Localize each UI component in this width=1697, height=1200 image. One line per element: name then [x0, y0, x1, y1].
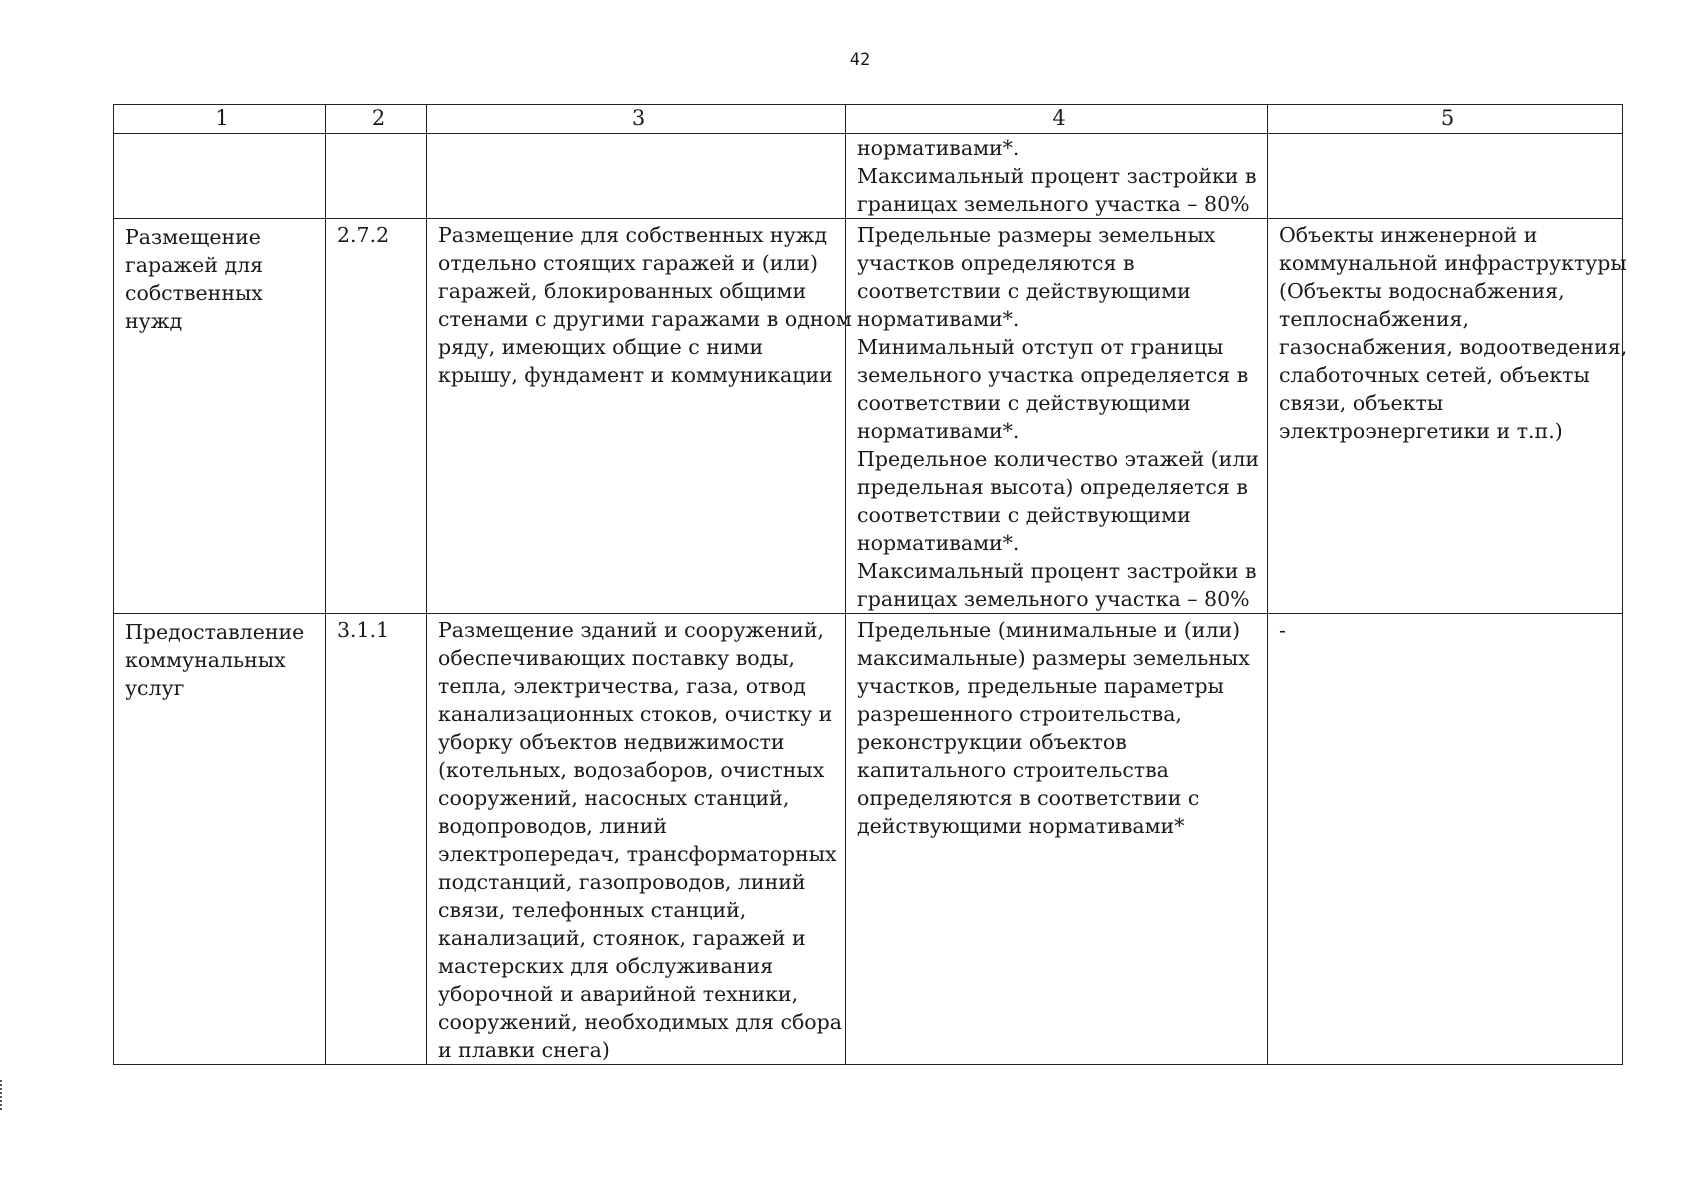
- use-description-cell: [427, 134, 846, 219]
- use-code-cell: [326, 134, 427, 219]
- related-objects-cell: [1268, 134, 1623, 219]
- use-name-line: собственных: [125, 281, 263, 305]
- column-header-1: 1: [114, 105, 326, 134]
- parameters-line: соответствии с действующими: [857, 503, 1191, 527]
- table-row: [114, 134, 1623, 219]
- description-line: крышу, фундамент и коммуникации: [438, 363, 833, 387]
- parameters-line: разрешенного строительства,: [857, 702, 1182, 726]
- scan-artifact-mark: [0, 1080, 5, 1110]
- parameters-line: Предельные (минимальные и (или): [857, 618, 1241, 642]
- related-objects-cell: [1268, 219, 1628, 614]
- description-line: тепла, электричества, газа, отвод: [438, 674, 806, 698]
- use-name-line: Размещение: [125, 225, 261, 249]
- regulations-table: [113, 104, 1628, 1065]
- column-header-3: 3: [427, 105, 846, 134]
- page-number: 42: [849, 50, 871, 70]
- parameters-line: Максимальный процент застройки в: [857, 559, 1257, 583]
- parameters-line: Максимальный процент застройки в: [857, 164, 1257, 188]
- objects-line: (Объекты водоснабжения,: [1279, 279, 1565, 303]
- parameters-line: Минимальный отступ от границы: [857, 335, 1224, 359]
- description-line: гаражей, блокированных общими: [438, 279, 807, 303]
- objects-line: коммунальной инфраструктуры: [1279, 251, 1627, 275]
- objects-line: -: [1279, 618, 1286, 642]
- description-line: уборочной и аварийной техники,: [438, 982, 799, 1006]
- description-line: электропередач, трансформаторных: [438, 842, 837, 866]
- description-line: обеспечивающих поставку воды,: [438, 646, 796, 670]
- description-line: Размещение для собственных нужд: [438, 223, 828, 247]
- description-line: водопроводов, линий: [438, 814, 668, 838]
- use-name-line: услуг: [125, 676, 185, 700]
- parameters-line: максимальные) размеры земельных: [857, 646, 1250, 670]
- objects-line: газоснабжения, водоотведения,: [1279, 335, 1628, 359]
- parameters-line: нормативами*.: [857, 419, 1020, 443]
- use-name-line: коммунальных: [125, 648, 286, 672]
- parameters-line: нормативами*.: [857, 307, 1020, 331]
- description-line: сооружений, необходимых для сбора: [438, 1010, 842, 1034]
- objects-line: связи, объекты: [1279, 391, 1444, 415]
- use-name-cell: [114, 614, 326, 1065]
- use-description-cell: [427, 614, 846, 1065]
- use-code-cell: [326, 219, 427, 614]
- use-code: 3.1.1: [337, 618, 390, 642]
- table-row: [114, 219, 1623, 614]
- parameters-line: Предельное количество этажей (или: [857, 447, 1260, 471]
- use-description-cell: [427, 219, 852, 614]
- description-line: подстанций, газопроводов, линий: [438, 870, 806, 894]
- parameters-line: нормативами*.: [857, 136, 1020, 160]
- parameters-line: капитального строительства: [857, 758, 1169, 782]
- parameters-line: соответствии с действующими: [857, 391, 1191, 415]
- parameters-line: реконструкции объектов: [857, 730, 1127, 754]
- description-line: и плавки снега): [438, 1038, 610, 1062]
- parameters-line: предельная высота) определяется в: [857, 475, 1248, 499]
- parameters-cell: [846, 134, 1268, 219]
- description-line: канализаций, стоянок, гаражей и: [438, 926, 806, 950]
- use-code-cell: [326, 614, 427, 1065]
- table-row: [114, 614, 1623, 1065]
- header-row: [114, 105, 1623, 134]
- description-line: ряду, имеющих общие с ними: [438, 335, 764, 359]
- description-line: (котельных, водозаборов, очистных: [438, 758, 825, 782]
- objects-line: электроэнергетики и т.п.): [1279, 419, 1563, 443]
- parameters-line: действующими нормативами*: [857, 814, 1185, 838]
- column-header-5: 5: [1268, 105, 1623, 134]
- objects-line: Объекты инженерной и: [1279, 223, 1538, 247]
- parameters-line: участков, предельные параметры: [857, 674, 1224, 698]
- description-line: канализационных стоков, очистку и: [438, 702, 833, 726]
- related-objects-cell: [1268, 614, 1623, 1065]
- parameters-line: определяются в соответствии с: [857, 786, 1200, 810]
- use-name-cell: [114, 134, 326, 219]
- description-line: стенами с другими гаражами в одном: [438, 307, 852, 331]
- column-header-4: 4: [846, 105, 1268, 134]
- parameters-line: границах земельного участка – 80%: [857, 192, 1250, 216]
- use-name-line: нужд: [125, 309, 183, 333]
- description-line: Размещение зданий и сооружений,: [438, 618, 824, 642]
- use-name-line: гаражей для: [125, 253, 264, 277]
- parameters-cell: [846, 614, 1268, 1065]
- parameters-line: соответствии с действующими: [857, 279, 1191, 303]
- description-line: уборку объектов недвижимости: [438, 730, 785, 754]
- parameters-line: участков определяются в: [857, 251, 1135, 275]
- use-name-cell: [114, 219, 326, 614]
- parameters-line: границах земельного участка – 80%: [857, 587, 1250, 611]
- parameters-cell: [846, 219, 1268, 614]
- description-line: мастерских для обслуживания: [438, 954, 774, 978]
- parameters-line: нормативами*.: [857, 531, 1020, 555]
- column-header-2: 2: [326, 105, 427, 134]
- use-name-line: Предоставление: [125, 620, 305, 644]
- parameters-line: земельного участка определяется в: [857, 363, 1249, 387]
- description-line: отдельно стоящих гаражей и (или): [438, 251, 819, 275]
- parameters-line: Предельные размеры земельных: [857, 223, 1216, 247]
- objects-line: слаботочных сетей, объекты: [1279, 363, 1590, 387]
- objects-line: теплоснабжения,: [1279, 307, 1469, 331]
- description-line: сооружений, насосных станций,: [438, 786, 790, 810]
- use-code: 2.7.2: [337, 223, 390, 247]
- description-line: связи, телефонных станций,: [438, 898, 747, 922]
